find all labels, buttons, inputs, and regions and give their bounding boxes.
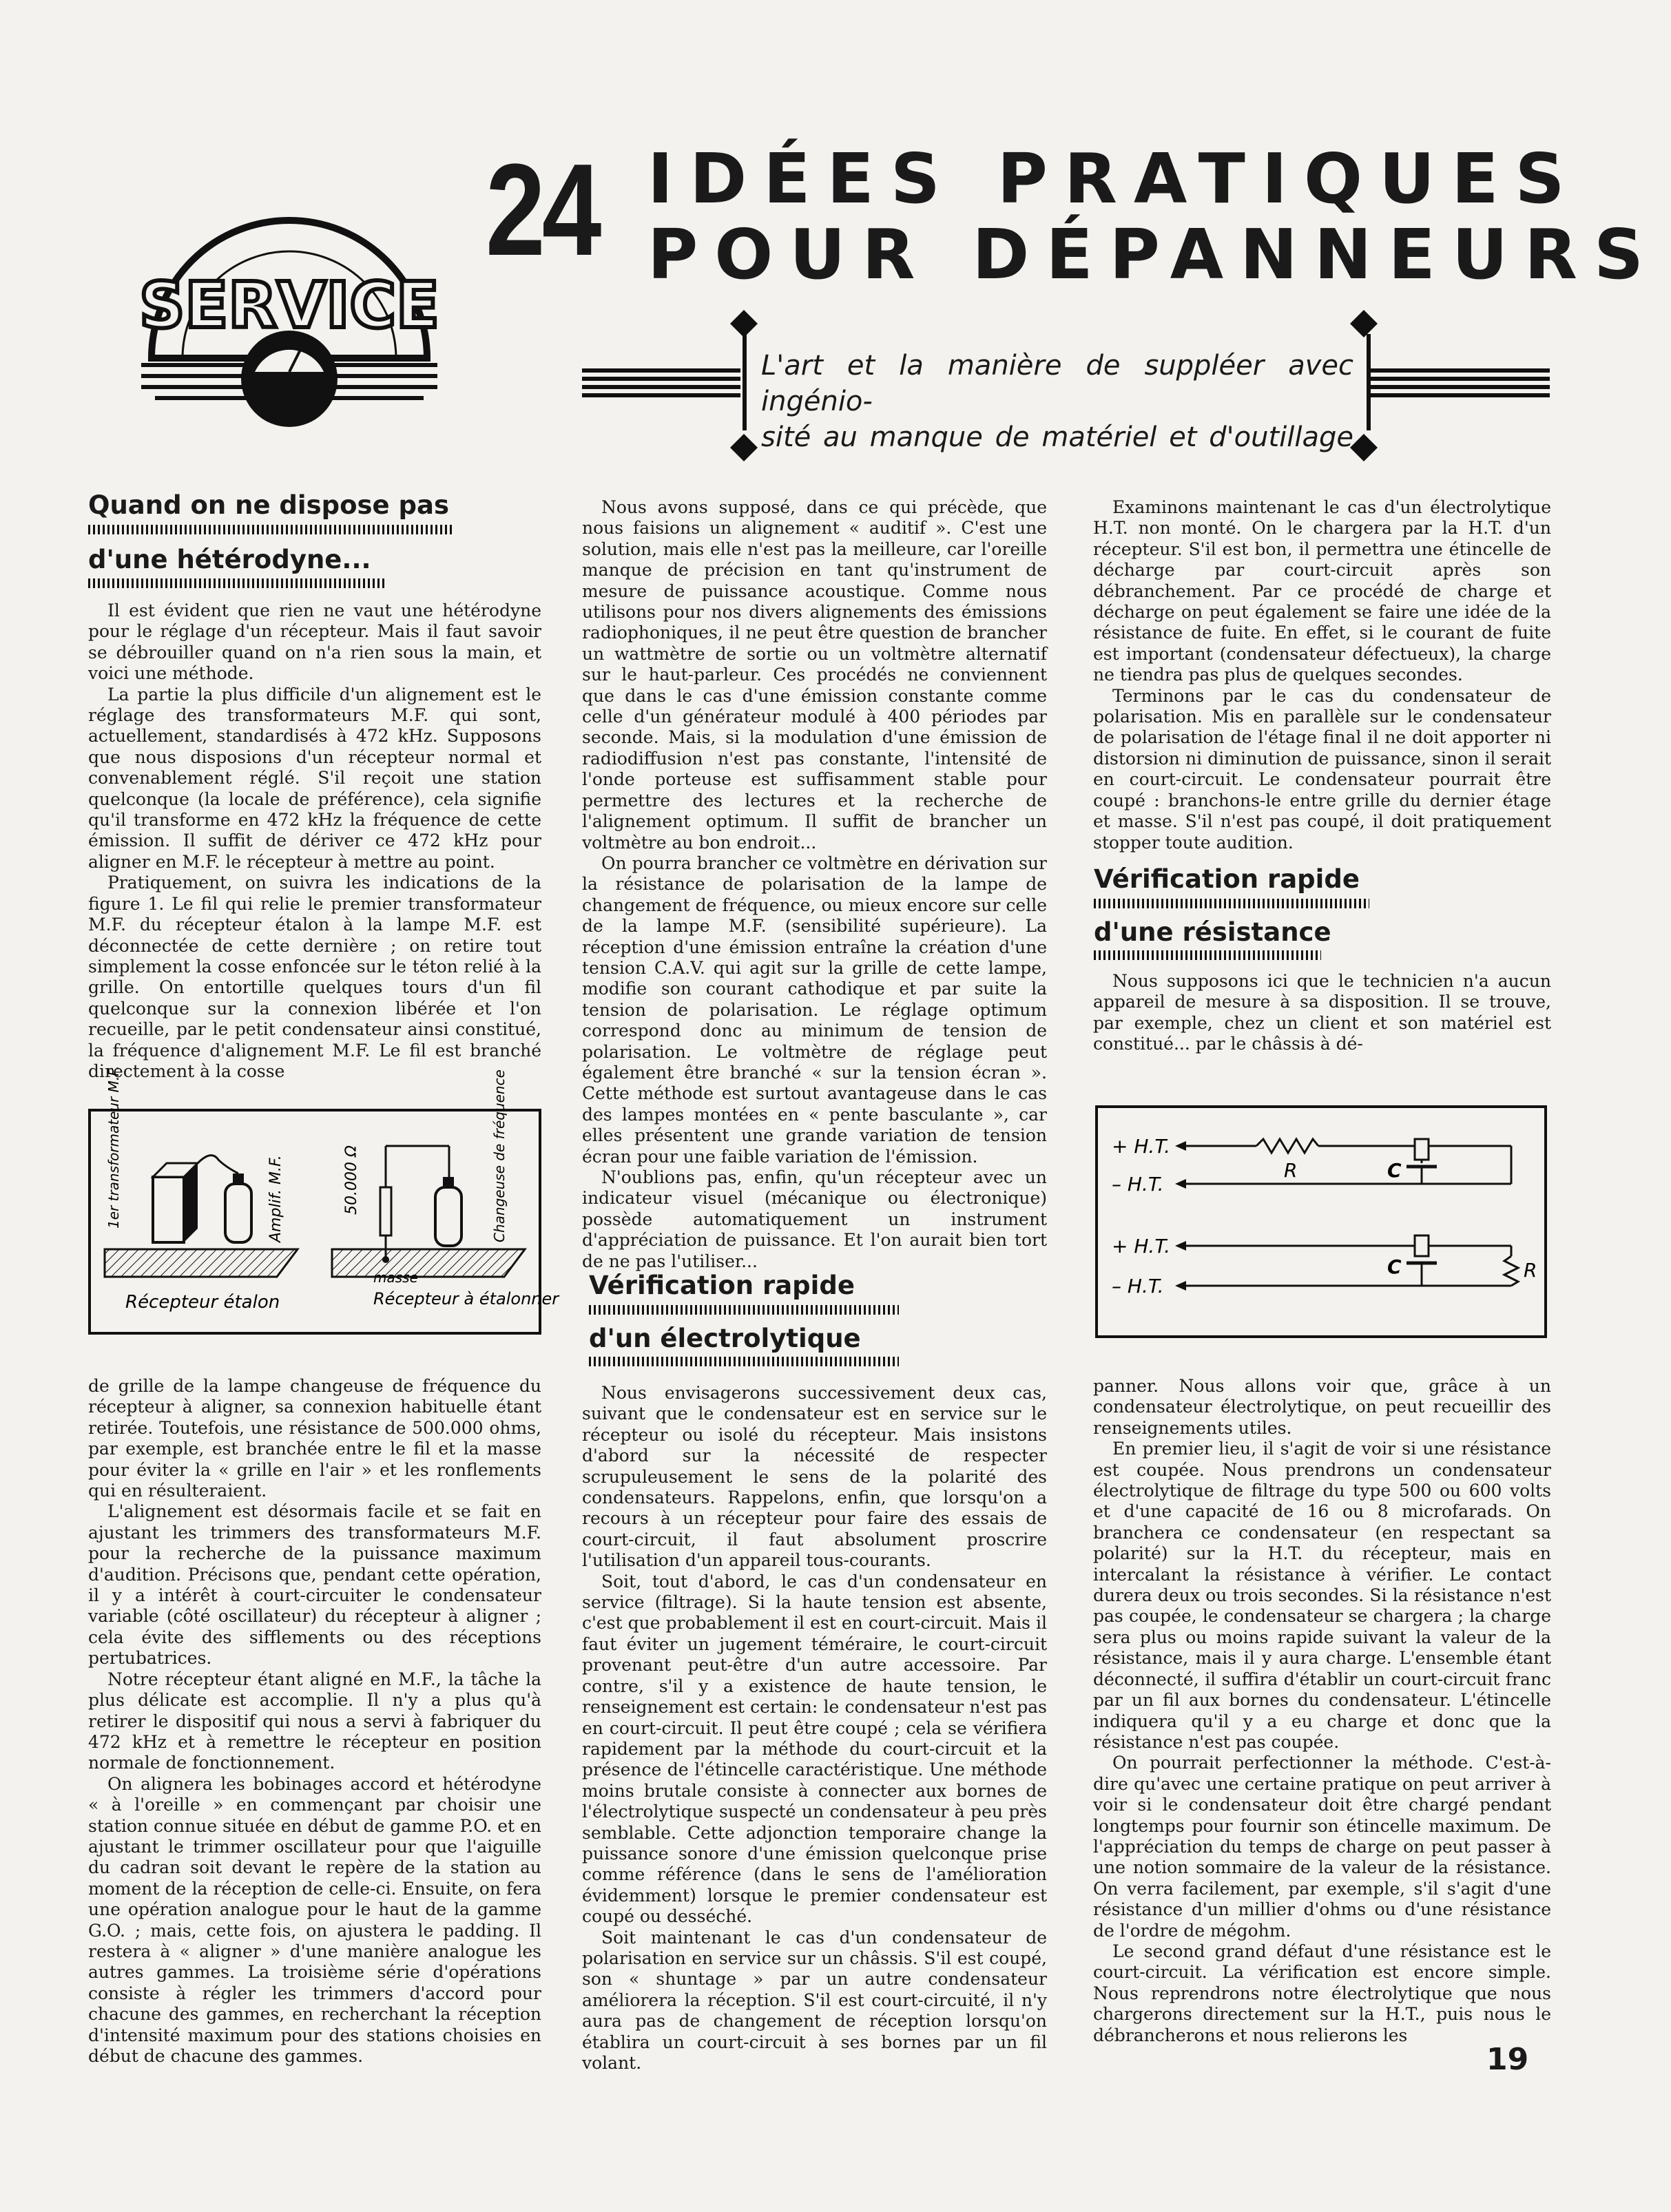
subtitle	[761, 348, 1353, 455]
label-a-etalonner: Récepteur à étalonner	[373, 1289, 559, 1308]
paragraph: Notre récepteur étant aligné en M.F., la tâche la plus délicate est accomplie. Il n'y a plus qu'à retirer le dispositif qui nous a servi à fabriquer du 472 kHz et à remettre le récepteur en position normale de fonctionnement.	[88, 1669, 541, 1773]
label-changeuse: Changeuse de fréquence	[491, 1070, 508, 1242]
paragraph: Soit, tout d'abord, le cas d'un condensateur en service (filtrage). Si la haute tension est absente, c'est que probablement il est en court-circuit. Mais il faut éviter un jugement téméraire, le court-circuit provenant peut-être d'un autre accessoire. Par contre, s'il y a existence de haute tension, le renseignement est certain: le condensateur n'est pas en court-circuit. Il peut être coupé ; cela se vérifiera rapidement par la méthode du court-circuit et la présence de l'étincelle caractéristique. Une méthode moins brutale consiste à connecter aux bornes de l'électrolytique suspecté un condensateur à peu près semblable. Cette adjonction temporaire change la puissance sonore d'une émission quelconque prise comme référence (dans le sens de l'amélioration évidemment) lorsque le premier condensateur est coupé ou desséché.	[582, 1571, 1047, 1927]
paragraph: On alignera les bobinages accord et hétérodyne « à l'oreille » en commençant par choisir une station connue située en début de gamme P.O. et en ajustant le trimmer oscillateur pour que l'aiguille du cadran soit devant le repère de la station au moment de la réception de celle-ci. Ensuite, on fera une opération analogue pour le haut de la gamme G.O. ; mais, cette fois, on ajustera le padding. Il restera à « aligner » d'une manière analogue les autres gammes. La troisième série d'opérations consiste à régler les trimmers d'accord pour chacune des gammes, en recherchant la réception d'intensité maximum pour des stations choisies en début de chacune des gammes.	[88, 1773, 541, 2066]
label-r1: R	[1284, 1159, 1298, 1182]
heading-underline	[1094, 950, 1321, 960]
paragraph: Terminons par le cas du condensateur de polarisation. Mis en parallèle sur le condensateur de polarisation de l'étage final il ne doit apporter ni distorsion ni diminution de puissance, sinon il serait en court-circuit. Le condensateur pourrait être coupé : branchons-le entre grille du dernier étage et masse. S'il n'est pas coupé, il doit pratiquement stopper toute audition.	[1093, 685, 1551, 853]
chassis-a-etalonner	[332, 1249, 525, 1277]
label-ht-plus-1: + H.T.	[1112, 1135, 1170, 1158]
section3-heading-line1: Vérification rapide	[589, 1271, 855, 1300]
label-etalon: Récepteur étalon	[125, 1292, 280, 1313]
section1-heading-line1: Quand on ne dispose pas	[88, 490, 449, 520]
paragraph: Il est évident que rien ne vaut une hétérodyne pour le réglage d'un récepteur. Mais il faut savoir se débrouiller quand on n'a rien sous la main, et voici une méthode.	[88, 601, 541, 684]
figure-1	[88, 1065, 559, 1335]
tube-changeuse	[435, 1187, 461, 1246]
diamond-icon	[730, 310, 758, 337]
label-resistance: 50.000 Ω	[343, 1145, 360, 1215]
paragraph: Pratiquement, on suivra les indications de la figure 1. Le fil qui relie le premier transformateur M.F. du récepteur étalon à la lampe M.F. est déconnectée de cette dernière ; on retire tout simplement la cosse enfoncée sur le téton relié à la grille. On entortille quelques tours d'un fil quelconque sur la connexion libérée et l'on recueille, par le petit condensateur ainsi constitué, la fréquence d'alignement M.F. Le fil est branché directement à la cosse	[88, 873, 541, 1081]
section5-text-top	[1093, 971, 1551, 1055]
paragraph: Soit maintenant le cas d'un condensateur de polarisation en service sur un châssis. S'il est coupé, son « shuntage » par un autre condensateur améliorera la réception. S'il est court-circuité, il n'y aura pas de changement de réception lorsqu'on établira un court-circuit à ses bornes par un fil volant.	[582, 1927, 1047, 2073]
diamond-icon	[730, 434, 758, 461]
section5-text-bottom	[1093, 1376, 1551, 2046]
transformer-can	[153, 1177, 184, 1242]
decorative-rules-right	[1367, 368, 1550, 399]
label-ht-minus-2: – H.T.	[1112, 1275, 1164, 1297]
label-c1: C	[1387, 1159, 1402, 1182]
section3-text	[582, 1383, 1047, 2074]
section1-text-bottom	[88, 1376, 541, 2067]
section5-heading-line1: Vérification rapide	[1094, 864, 1360, 894]
capacitor-2	[1415, 1235, 1429, 1256]
paragraph: On pourra brancher ce voltmètre en dérivation sur la résistance de polarisation de la lampe de changement de fréquence, ou mieux encore sur celle de la lampe M.F. (sensibilité supérieure). La réception d'une émission entraîne la création d'une tension C.A.V. qui agit sur la grille de cette lampe, modifie son courant cathodique et par suite la tension de polarisation. Le réglage optimum correspond donc au minimum de tension de polarisation. Le voltmètre de réglage peut également être branché « sur la tension écran ». Cette méthode est surtout avantageuse dans le cas des lampes montées en « pente basculante », car elles présentent une grande variation de tension écran pour une faible variation de l'émission.	[582, 853, 1047, 1167]
paragraph: Nous supposons ici que le technicien n'a aucun appareil de mesure à sa disposition. Il se trouve, par exemple, chez un client et son matériel est constitué... par le châssis à dé-	[1093, 971, 1551, 1054]
service-logo-graphic	[141, 207, 437, 461]
section3-heading-line2: d'un électrolytique	[589, 1324, 861, 1353]
tube-ampli	[225, 1184, 251, 1242]
heading-underline	[589, 1357, 899, 1366]
subtitle-line1: L'art et la manière de suppléer avec ingénio-	[761, 350, 1353, 417]
resistor-1	[1256, 1139, 1318, 1153]
label-c2: C	[1387, 1255, 1402, 1278]
section1-text-top	[88, 601, 541, 1082]
heading-underline	[589, 1305, 899, 1315]
chassis-etalon	[105, 1249, 298, 1277]
section4-text	[1093, 497, 1551, 853]
resistor-2	[1504, 1256, 1518, 1286]
service-logo	[141, 207, 437, 461]
heading-underline	[88, 578, 384, 588]
paragraph: La partie la plus difficile d'un alignement est le réglage des transformateurs M.F. qui sont, actuellement, standardisés à 472 kHz. Supposons que nous disposions d'un récepteur normal et convenablement réglé. S'il reçoit une station quelconque (la locale de préférence), cela signifie qu'il transforme en 472 kHz la fréquence de cette émission. Il suffit de dériver ce 472 kHz pour aligner en M.F. le récepteur à mettre au point.	[88, 684, 541, 872]
paragraph: Le second grand défaut d'une résistance est le court-circuit. La vérification est encore simple. Nous reprendrons notre électrolytique que nous chargerons directement sur la H.T., puis nous le débrancherons et nous relierons les	[1093, 1941, 1551, 2045]
logo-text: SERVICE	[139, 269, 439, 342]
paragraph: de grille de la lampe changeuse de fréquence du récepteur à aligner, sa connexion habituelle étant retirée. Toutefois, une résistance de 500.000 ohms, par exemple, est branchée entre le fil et la masse pour éviter la « grille en l'air » et les ronflements qui en résulteraient.	[88, 1376, 541, 1501]
label-ht-plus-2: + H.T.	[1112, 1235, 1170, 1258]
paragraph: Nous avons supposé, dans ce qui précède, que nous faisions un alignement « auditif ». C'est une solution, mais elle n'est pas la meilleure, car l'oreille manque de précision en tant qu'instrument de mesure de puissance acoustique. Comme nous utilisons pour nos divers alignements des émissions radiophoniques, il ne peut être question de brancher un wattmètre de sortie ou un voltmètre alternatif sur le haut-parleur. Ces procédés ne conviennent que dans le cas d'une émission constante comme celle d'un générateur modulé à 400 périodes par seconde. Mais, si la modulation d'une émission de radiodiffusion n'est pas constante, l'intensité de l'onde porteuse est suffisamment stable pour permettre des lectures et la recherche de l'alignement optimum. Il suffit de brancher un voltmètre au bon endroit...	[582, 497, 1047, 853]
paragraph: N'oublions pas, enfin, qu'un récepteur avec un indicateur visuel (mécanique ou électronique) possède automatiquement un instrument d'appréciation de puissance. Et l'on aurait bien tort de ne pas l'utiliser...	[582, 1167, 1047, 1271]
figure-2	[1095, 1105, 1547, 1338]
page-number: 19	[1486, 2042, 1529, 2077]
section2-text	[582, 497, 1047, 1272]
diamond-icon	[1350, 434, 1378, 461]
paragraph: Examinons maintenant le cas d'un électrolytique H.T. non monté. On le chargera par la H.T. d'un récepteur. S'il est bon, il permettra une étincelle de décharge par court-circuit après son débranchement. Par ce procédé de charge et décharge on peut également se faire une idée de la résistance de fuite. En effet, si le courant de fuite est important (condensateur défectueux), la charge ne tiendra pas plus de quelques secondes.	[1093, 497, 1551, 685]
title-line2: POUR DÉPANNEURS	[647, 214, 1661, 295]
heading-underline	[88, 525, 455, 534]
paragraph: panner. Nous allons voir que, grâce à un condensateur électrolytique, on peut recueillir des renseignements utiles.	[1093, 1376, 1551, 1438]
label-ht-minus-1: – H.T.	[1112, 1173, 1164, 1196]
paragraph: L'alignement est désormais facile et se fait en ajustant les trimmers des transformateurs M.F. pour la recherche de la puissance maximum d'audition. Précisons que, pendant cette opération, il y a intérêt à court-circuiter le condensateur variable (côté oscillateur) du récepteur à aligner ; cela évite des sifflements ou des réceptions pertubatrices.	[88, 1501, 541, 1669]
title-line1: IDÉES PRATIQUES	[647, 138, 1581, 219]
section5-heading-line2: d'une résistance	[1094, 917, 1331, 947]
label-ampli: Amplif. M.F.	[267, 1155, 284, 1242]
title-number: 24	[486, 137, 599, 283]
section1-heading-line2: d'une hétérodyne...	[88, 545, 371, 574]
label-r2: R	[1524, 1259, 1537, 1282]
resistor	[380, 1187, 391, 1235]
paragraph: On pourrait perfectionner la méthode. C'est-à-dire qu'avec une certaine pratique on peut arriver à voir si le condensateur doit être chargé pendant longtemps pour fournir son étincelle maximum. De l'appréciation du temps de charge on peut passer à une notion sommaire de la valeur de la résistance. On verra facilement, par exemple, s'il s'agit d'une résistance d'un millier d'ohms ou d'une résistance de l'ordre de mégohm.	[1093, 1753, 1551, 1941]
heading-underline	[1094, 899, 1369, 908]
decorative-rules-left	[582, 368, 740, 399]
diamond-icon	[1350, 310, 1378, 337]
label-masse: masse	[373, 1269, 418, 1286]
subtitle-line2: sité au manque de matériel et d'outillage	[761, 421, 1353, 453]
paragraph: Nous envisagerons successivement deux cas, suivant que le condensateur est en service sur le récepteur ou isolé du récepteur. Mais insistons d'abord sur la nécessité de respecter scrupuleusement le sens de la polarité des condensateurs. Rappelons, enfin, que lorsqu'on a recours à un récepteur pour faire des essais de court-circuit, il faut absolument proscrire l'utilisation d'un appareil tous-courants.	[582, 1383, 1047, 1571]
label-transfo: 1er transformateur M.F.	[105, 1065, 122, 1229]
paragraph: En premier lieu, il s'agit de voir si une résistance est coupée. Nous prendrons un condensateur électrolytique de filtrage du type 500 ou 600 volts et d'une capacité de 16 ou 8 microfarads. On branchera ce condensateur (en respectant sa polarité) sur la H.T. du récepteur, mais en intercalant la résistance à vérifier. Le contact durera deux ou trois secondes. Si la résistance n'est pas coupée, le condensateur se chargera ; la charge sera plus ou moins rapide suivant la valeur de la résistance, mais il y aura charge. L'ensemble étant déconnecté, il suffira d'établir un court-circuit franc par un fil aux bornes du condensateur. L'étincelle indiquera qu'il y a eu charge et donc que la résistance n'est pas coupée.	[1093, 1439, 1551, 1752]
capacitor-1	[1415, 1139, 1429, 1160]
